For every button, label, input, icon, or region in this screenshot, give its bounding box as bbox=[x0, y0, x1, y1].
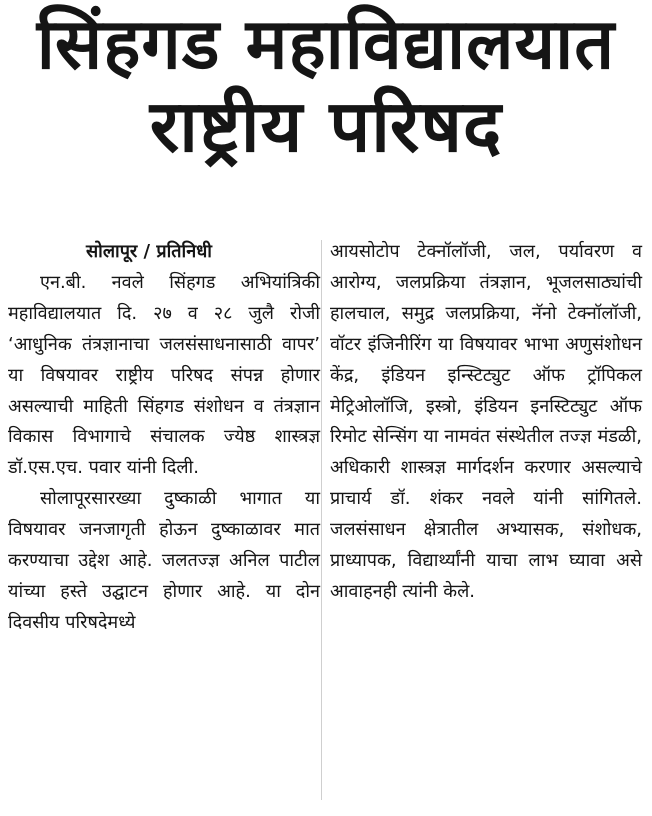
headline-line-2: राष्ट्रीय परिषद bbox=[149, 84, 503, 169]
headline bbox=[0, 4, 652, 169]
left-column bbox=[8, 237, 320, 639]
headline-line-1: सिंहगड महाविद्यालयात bbox=[36, 3, 616, 85]
dateline: सोलापूर / प्रतिनिधी bbox=[86, 241, 212, 262]
column-divider bbox=[321, 240, 322, 800]
paragraph-2: सोलापूरसारख्या दुष्काळी भागात या विषयावर जनजागृती होऊन दुष्काळावर मात करण्याचा उद्देश आहे. जलतज्ज्ञ अनिल पाटील यांच्या हस्ते उद्घाटन होणार आहे. या दोन दिवसीय परिषदेमध्ये bbox=[8, 488, 320, 633]
paragraph-3: आयसोटोप टेक्नॉलॉजी, जल, पर्यावरण व आरोग्य, जलप्रक्रिया तंत्रज्ञान, भूजलसाठ्यांची हालचाल, समुद्र जलप्रक्रिया, नॅनो टेक्नॉलॉजी, वॉटर इंजिनीरिंग या विषयावर भाभा अणुसंशोधन केंद्र, इंडियन इन्स्टिट्युट ऑफ ट्रॉपिकल मेट्रिओलॉजि, इस्त्रो, इंडियन इनस्टिट्युट ऑफ रिमोट सेन्सिंग या नामवंत संस्थेतील तज्ज्ञ मंडळी, अधिकारी शास्त्रज्ञ मार्गदर्शन करणार असल्याचे प्राचार्य डॉ. शंकर नवले यांनी सांगितले. जलसंसाधन क्षेत्रातील अभ्यासक, संशोधक, प्राध्यापक, विद्यार्थ्यांनी याचा लाभ घ्यावा असे आवाहनही त्यांनी केले. bbox=[330, 241, 642, 602]
paragraph-1: एन.बी. नवले सिंहगड अभियांत्रिकी महाविद्यालयात दि. २७ व २८ जुलै रोजी ‘आधुनिक तंत्रज्ञानाचा जलसंसाधनासाठी वापर’ या विषयावर राष्ट्रीय परिषद संपन्न होणार असल्याची माहिती सिंहगड संशोधन व तंत्रज्ञान विकास विभागाचे संचालक ज्येष्ठ शास्त्रज्ञ डॉ.एस.एच. पवार यांनी दिली. bbox=[8, 271, 320, 479]
right-column bbox=[330, 237, 642, 608]
